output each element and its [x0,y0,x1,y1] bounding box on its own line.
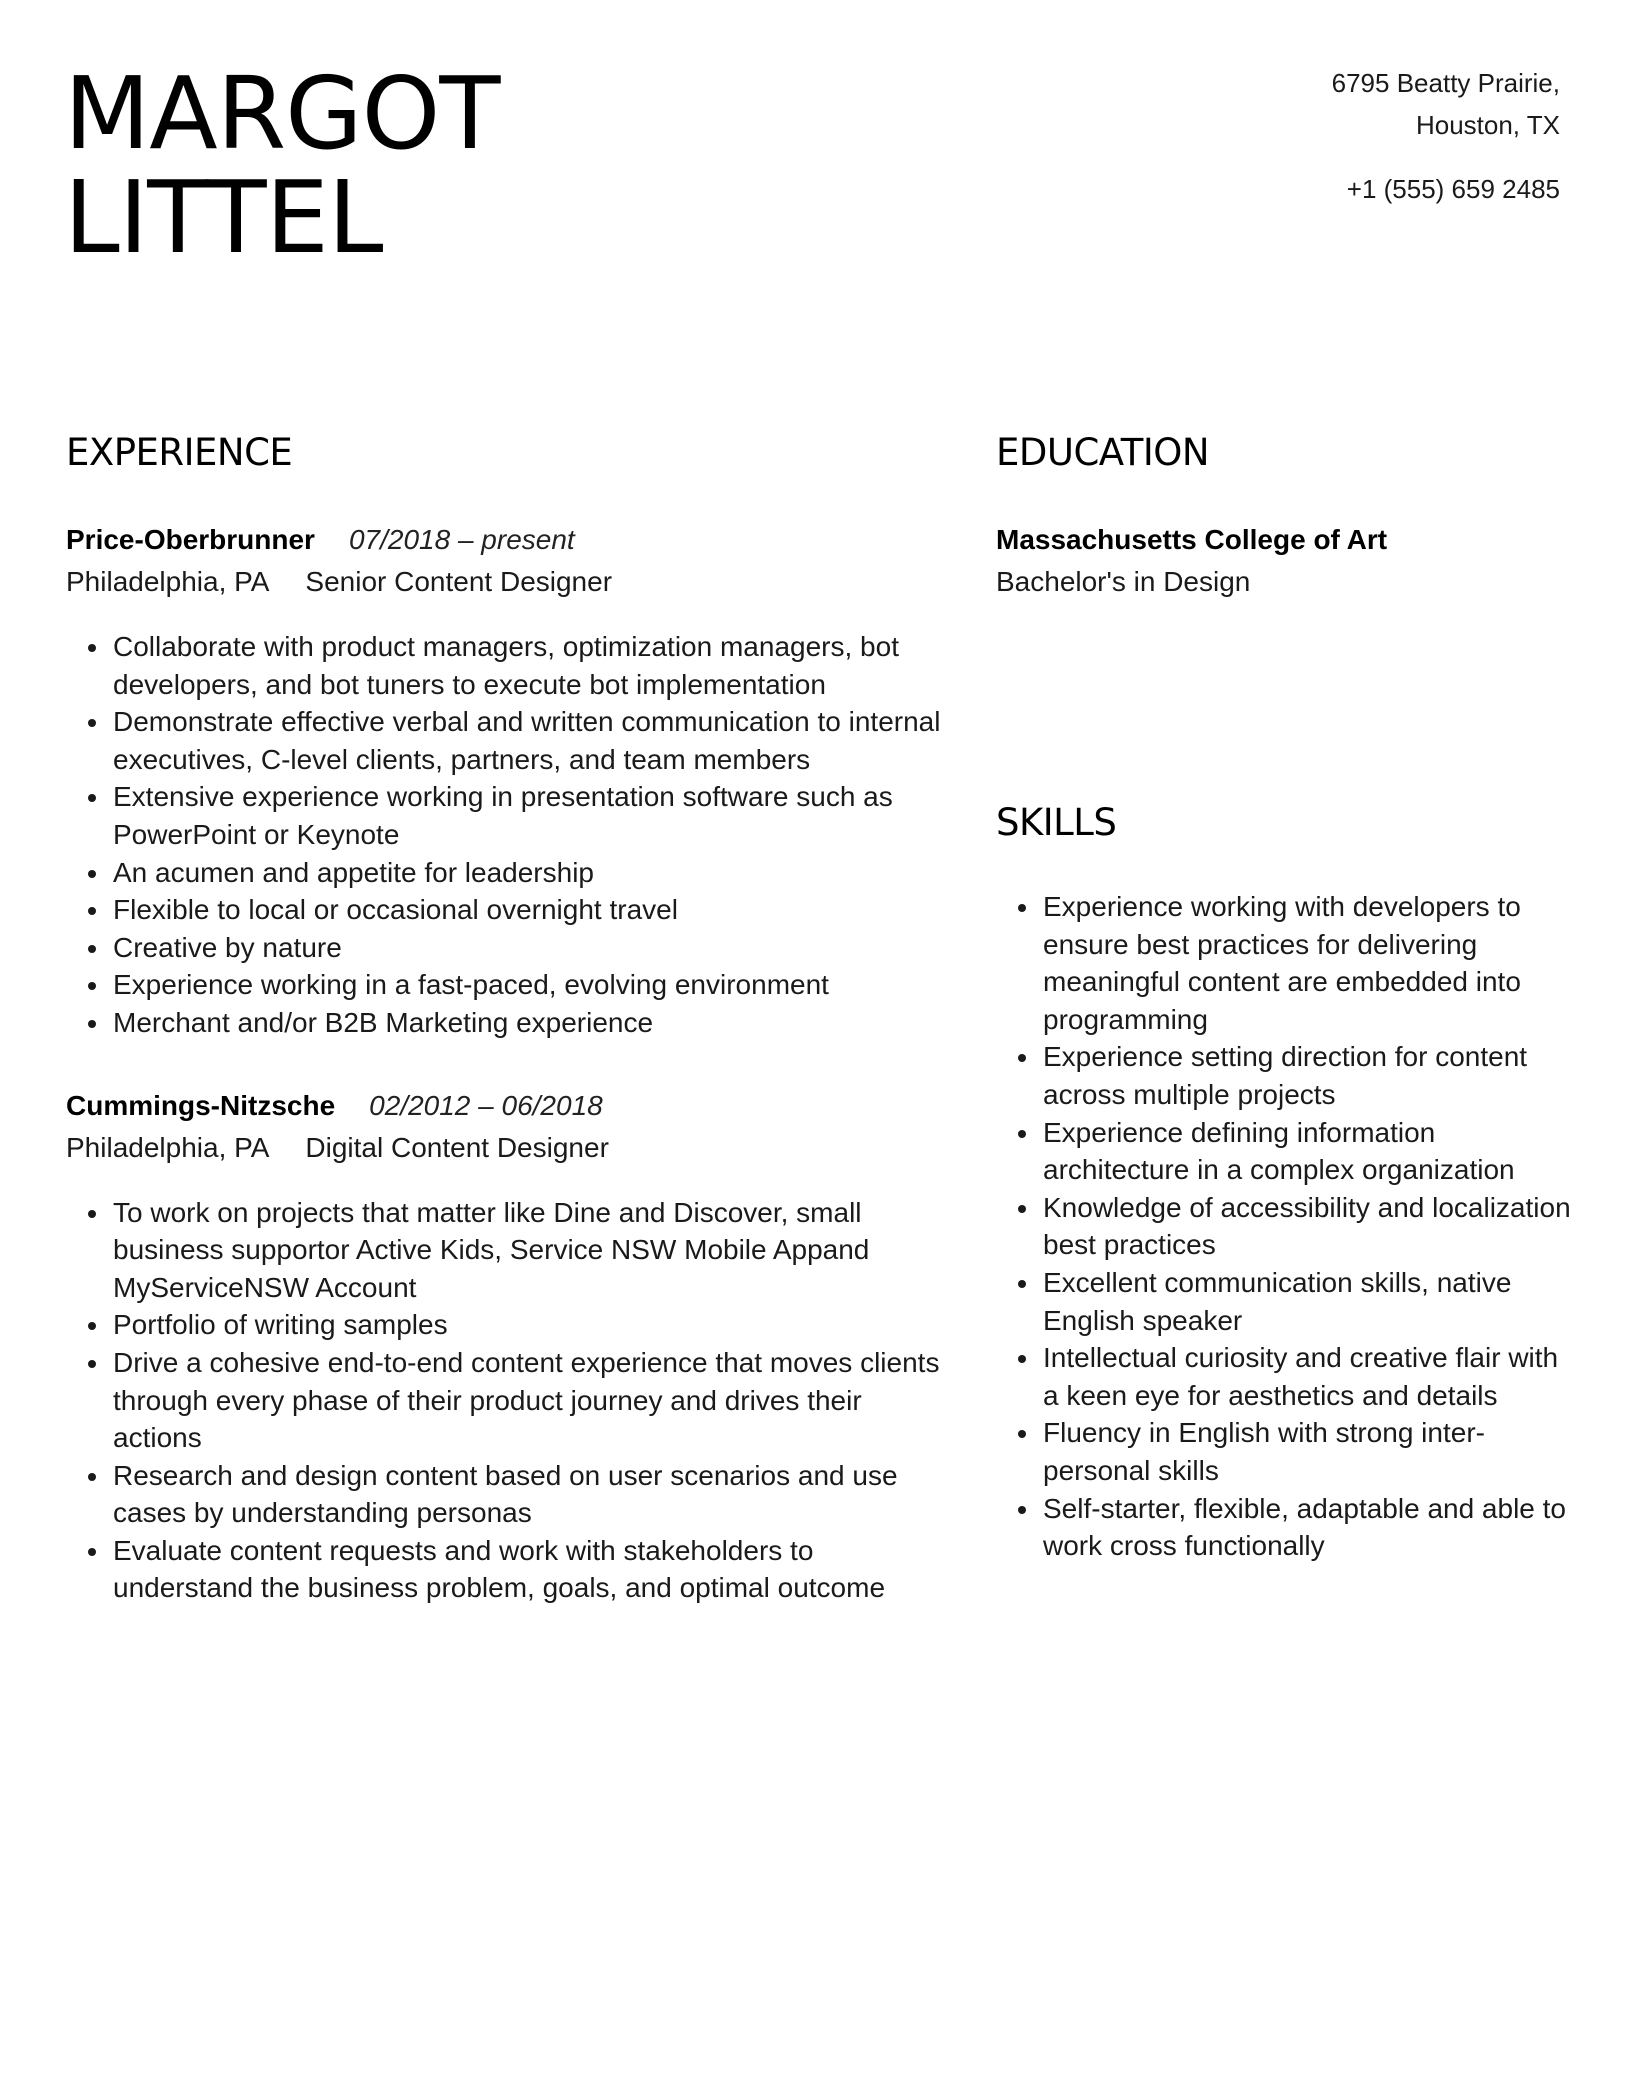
list-item: • Experience setting direction for content across multiple projects [1041,1038,1576,1113]
job-header [66,520,946,560]
list-item: • Fluency in English with strong inter-personal skills [1041,1414,1576,1489]
experience-heading: EXPERIENCE [66,431,293,474]
list-item: • Excellent communication skills, native English speaker [1041,1264,1576,1339]
job-bullets [66,1194,946,1608]
list-item: • Experience working in a fast-paced, evolving environment [111,966,946,1004]
job-dates: 02/2012 – 06/2018 [369,1089,603,1121]
list-item: • Intellectual curiosity and creative flair with a keen eye for aesthetics and details [1041,1339,1576,1414]
education-heading: EDUCATION [996,431,1210,474]
job-entry [66,1086,946,1608]
list-item: • An acumen and appetite for leadership [111,854,946,892]
degree: Bachelor's in Design [996,566,1251,597]
list-item: • Knowledge of accessibility and localization best practices [1041,1189,1576,1264]
list-item: • Drive a cohesive end-to-end content experience that moves clients through every phase of their product journey and drives their actions [111,1344,946,1457]
company-name: Price-Oberbrunner [66,524,315,555]
job-dates: 07/2018 – present [348,524,575,555]
list-item: • Demonstrate effective verbal and written communication to internal executives, C-level clients, partners, and team members [111,703,946,778]
job-role: Senior Content Designer [305,566,613,597]
skills-heading: SKILLS [996,801,1117,844]
school-name: Massachusetts College of Art [996,524,1388,555]
list-item: • Experience working with developers to ensure best practices for delivering meaningful content are embedded into programming [1041,888,1576,1038]
list-item: • Creative by nature [111,929,946,967]
job-header [66,1086,946,1126]
job-role: Digital Content Designer [305,1131,609,1163]
education-entry [996,520,1576,604]
list-item: • Extensive experience working in presentation software such as PowerPoint or Keynote [111,778,946,853]
education-section [996,428,1576,604]
job-subheader [66,1126,946,1170]
list-item: • Experience defining information architecture in a complex organization [1041,1114,1576,1189]
job-subheader [66,560,946,604]
job-bullets [66,628,946,1042]
company-name: Cummings-Nitzsche [66,1089,336,1121]
list-item: • Research and design content based on user scenarios and use cases by understanding personas [111,1457,946,1532]
list-item: • Collaborate with product managers, optimization managers, bot developers, and bot tuners to execute bot implementation [111,628,946,703]
candidate-name [64,55,500,276]
right-column [996,428,1576,1565]
list-item: • Portfolio of writing samples [111,1306,946,1344]
address-line-1: 6795 Beatty Prairie, [1331,68,1560,98]
candidate-first-name: MARGOT [64,55,500,172]
phone-number: +1 (555) 659 2485 [1346,174,1560,204]
experience-section [66,428,946,1607]
candidate-last-name: LITTEL [64,159,383,276]
address-line-2: Houston, TX [1415,110,1560,140]
contact-info [1332,62,1560,210]
job-entry [66,520,946,1042]
skills-section [996,798,1576,1565]
job-location: Philadelphia, PA [66,1131,270,1163]
skills-list [996,888,1576,1565]
list-item: • Self-starter, flexible, adaptable and able to work cross functionally [1041,1490,1576,1565]
list-item: • Merchant and/or B2B Marketing experience [111,1004,946,1042]
list-item: • To work on projects that matter like Dine and Discover, small business supportor Active Kids, Service NSW Mobile Appand MyServiceNSW Account [111,1194,946,1307]
job-location: Philadelphia, PA [66,566,270,597]
list-item: • Flexible to local or occasional overnight travel [111,891,946,929]
list-item: • Evaluate content requests and work with stakeholders to understand the business problem, goals, and optimal outcome [111,1532,946,1607]
